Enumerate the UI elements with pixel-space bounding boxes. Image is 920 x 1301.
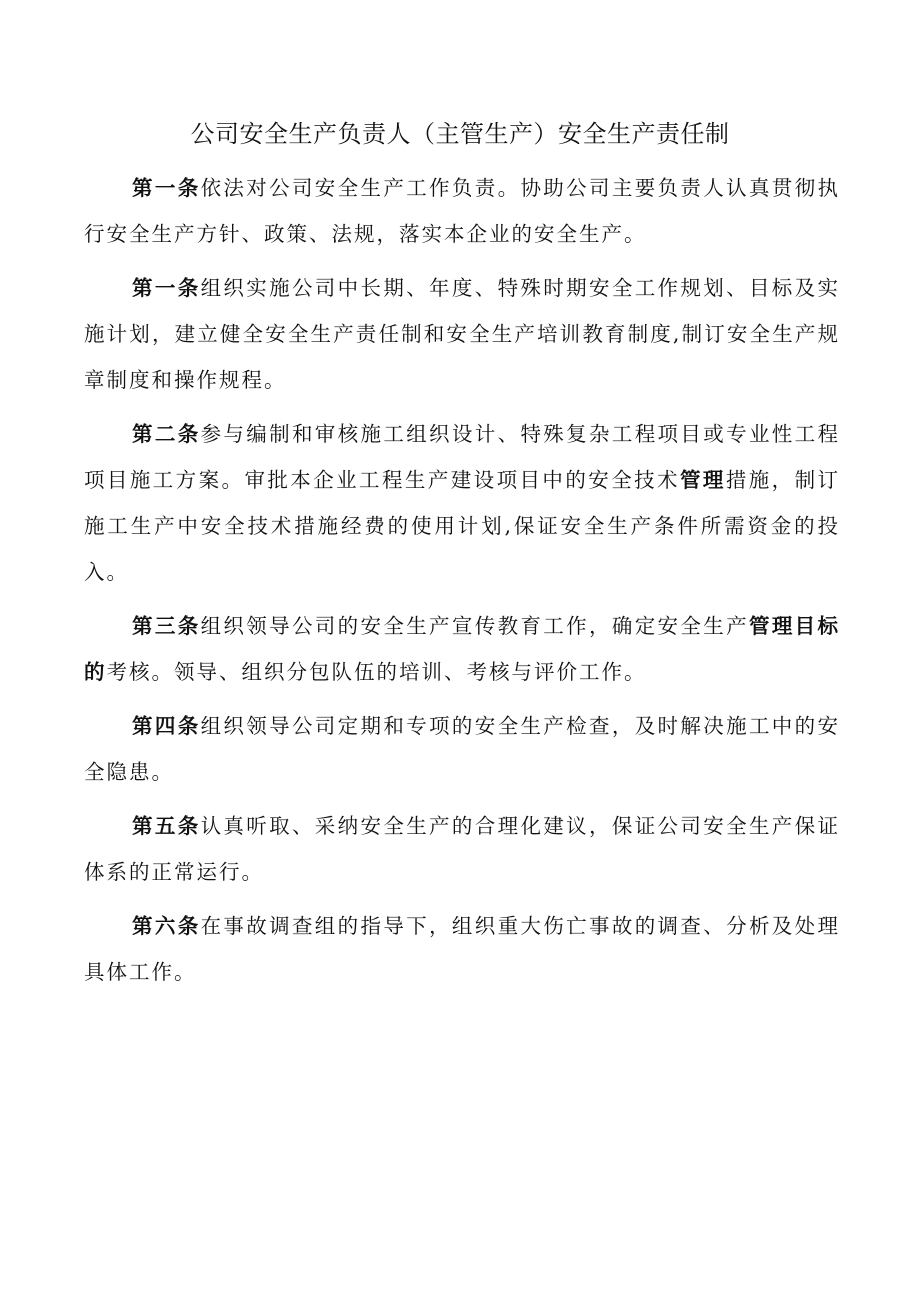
- article-text-continued: 考核。领导、组织分包队伍的培训、考核与评价工作。: [106, 660, 647, 684]
- article-emphasis: 管理目标的: [84, 614, 841, 684]
- article-paragraph: [84, 265, 840, 403]
- article-paragraph: [84, 411, 840, 595]
- article-text: 在事故调查组的指导下，组织重大伤亡事故的调查、分析及处理具体工作。: [84, 914, 841, 984]
- article-paragraph: [84, 603, 840, 695]
- article-text: 组织领导公司定期和专项的安全生产检查，及时解决施工中的安全隐患。: [84, 714, 841, 784]
- article-label: 第二条: [132, 422, 201, 446]
- article-text: 参与编制和审核施工组织设计、特殊复杂工程项目或专业性工程项目施工方案。审批本企业工程生产建设项目中的安全技术: [84, 422, 841, 492]
- article-label: 第一条: [132, 176, 201, 200]
- article-text: 依法对公司安全生产工作负责。协助公司主要负责人认真贯彻执行安全生产方针、政策、法规，落实本企业的安全生产。: [84, 176, 841, 246]
- article-label: 第四条: [132, 714, 201, 738]
- article-paragraph: [84, 703, 840, 795]
- article-label: 第一条: [132, 276, 201, 300]
- article-text: 组织实施公司中长期、年度、特殊时期安全工作规划、目标及实施计划，建立健全安全生产责任制和安全生产培训教育制度,制订安全生产规章制度和操作规程。: [84, 276, 841, 392]
- article-paragraph: [84, 803, 840, 895]
- article-label: 第三条: [132, 614, 201, 638]
- article-emphasis: 管理: [679, 468, 726, 492]
- article-text: 认真听取、采纳安全生产的合理化建议，保证公司安全生产保证体系的正常运行。: [84, 814, 841, 884]
- article-label: 第六条: [132, 914, 201, 938]
- document-title: 公司安全生产负责人（主管生产）安全生产责任制: [190, 120, 730, 148]
- article-paragraph: [84, 165, 840, 257]
- document-body: [84, 165, 840, 1003]
- article-paragraph: [84, 903, 840, 995]
- article-text: 组织领导公司的安全生产宣传教育工作，确定安全生产: [200, 614, 749, 638]
- article-label: 第五条: [132, 814, 201, 838]
- article-text-continued: 措施，制订施工生产中安全技术措施经费的使用计划,保证安全生产条件所需资金的投入。: [84, 468, 840, 584]
